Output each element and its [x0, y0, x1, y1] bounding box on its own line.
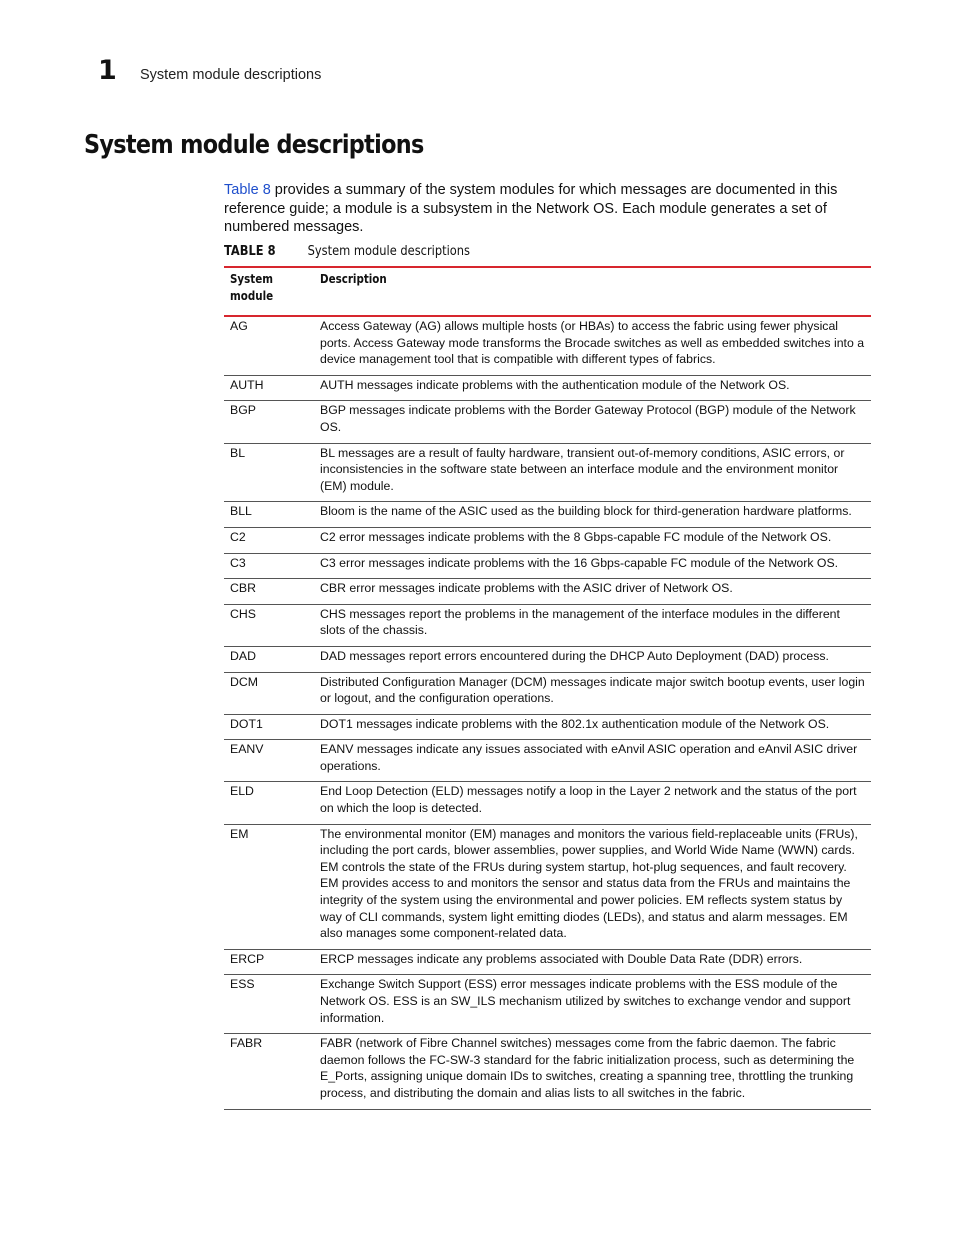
column-header-description: Description — [314, 267, 871, 316]
description-cell: FABR (network of Fibre Channel switches) messages come from the fabric daemon. The fabric daemon follows the FC-SW-3 standard for the fabric initialization process, such as determining the E_Ports, assigning unique domain IDs to switches, creating a spanning tree, throttling the trunking process, and distributing the domain and alias lists to all switches in the fabric. — [314, 1034, 871, 1109]
description-cell: C3 error messages indicate problems with the 16 Gbps-capable FC module of the Network OS. — [314, 553, 871, 579]
table-row — [224, 949, 871, 975]
system-module-table — [224, 266, 871, 1110]
table-row — [224, 375, 871, 401]
table-row — [224, 579, 871, 605]
intro-paragraph — [224, 181, 864, 237]
table-row — [224, 782, 871, 824]
description-cell: The environmental monitor (EM) manages and monitors the various field-replaceable units (FRUs), including the port cards, blower assemblies, power supplies, and World Wide Name (WWN) cards. EM controls the state of the FRUs during system startup, hot-plug sequences, and fault recovery. EM provides access to and monitors the sensor and status data from the FRUs and maintains the integrity of the system using the environmental and power policies. EM reflects system status by way of CLI commands, system light emitting diodes (LEDs), and status and alarm messages. EM also manages some component-related data. — [314, 824, 871, 949]
description-cell: CHS messages report the problems in the management of the interface modules in the different slots of the chassis. — [314, 604, 871, 646]
table-body — [224, 316, 871, 1109]
description-cell: EANV messages indicate any issues associated with eAnvil ASIC operation and eAnvil ASIC driver operations. — [314, 740, 871, 782]
table-row — [224, 646, 871, 672]
intro-text: provides a summary of the system modules for which messages are documented in this reference guide; a module is a subsystem in the Network OS. Each module generates a set of numbered messages. — [224, 182, 838, 235]
table-header-row — [224, 267, 871, 316]
module-cell: C2 — [224, 527, 314, 553]
module-cell: EM — [224, 824, 314, 949]
module-cell: ELD — [224, 782, 314, 824]
table-row — [224, 527, 871, 553]
module-cell: DOT1 — [224, 714, 314, 740]
description-cell: BGP messages indicate problems with the Border Gateway Protocol (BGP) module of the Network OS. — [314, 401, 871, 443]
table-row — [224, 604, 871, 646]
module-cell: CBR — [224, 579, 314, 605]
description-cell: BL messages are a result of faulty hardware, transient out-of-memory conditions, ASIC errors, or inconsistencies in the software state between an interface module and the environment monitor (EM) module. — [314, 443, 871, 502]
module-cell: FABR — [224, 1034, 314, 1109]
table-reference-link[interactable]: Table 8 — [224, 182, 271, 198]
table-row — [224, 824, 871, 949]
description-cell: CBR error messages indicate problems with the ASIC driver of Network OS. — [314, 579, 871, 605]
description-cell: Access Gateway (AG) allows multiple hosts (or HBAs) to access the fabric using fewer physical ports. Access Gateway mode transforms the Brocade switches as well as embedded switches into a device management tool that is compatible with different types of fabrics. — [314, 316, 871, 375]
table-row — [224, 714, 871, 740]
table-row — [224, 1034, 871, 1109]
table-row — [224, 740, 871, 782]
module-cell: AG — [224, 316, 314, 375]
module-cell: ESS — [224, 975, 314, 1034]
module-cell: CHS — [224, 604, 314, 646]
running-title: System module descriptions — [140, 67, 322, 83]
table-row — [224, 316, 871, 375]
description-cell: DAD messages report errors encountered during the DHCP Auto Deployment (DAD) process. — [314, 646, 871, 672]
table-row — [224, 502, 871, 528]
table-row — [224, 672, 871, 714]
description-cell: AUTH messages indicate problems with the authentication module of the Network OS. — [314, 375, 871, 401]
module-cell: BL — [224, 443, 314, 502]
table-row — [224, 553, 871, 579]
module-cell: EANV — [224, 740, 314, 782]
table-caption-title: System module descriptions — [307, 244, 470, 259]
module-cell: AUTH — [224, 375, 314, 401]
column-header-module: System module — [224, 267, 314, 316]
description-cell: Exchange Switch Support (ESS) error messages indicate problems with the ESS module of the Network OS. ESS is an SW_ILS mechanism utilized by switches to exchange vendor and support information. — [314, 975, 871, 1034]
module-cell: ERCP — [224, 949, 314, 975]
table-caption-label: TABLE 8 — [224, 244, 276, 259]
running-header — [98, 55, 321, 89]
description-cell: C2 error messages indicate problems with the 8 Gbps-capable FC module of the Network OS. — [314, 527, 871, 553]
page-title: System module descriptions — [84, 130, 424, 160]
module-cell: C3 — [224, 553, 314, 579]
description-cell: Distributed Configuration Manager (DCM) messages indicate major switch bootup events, user login or logout, and the configuration operations. — [314, 672, 871, 714]
table-row — [224, 401, 871, 443]
description-cell: Bloom is the name of the ASIC used as the building block for third-generation hardware platforms. — [314, 502, 871, 528]
module-cell: BGP — [224, 401, 314, 443]
module-cell: DCM — [224, 672, 314, 714]
table-row — [224, 975, 871, 1034]
table-row — [224, 443, 871, 502]
description-cell: DOT1 messages indicate problems with the 802.1x authentication module of the Network OS. — [314, 714, 871, 740]
chapter-number: 1 — [98, 55, 117, 86]
description-cell: End Loop Detection (ELD) messages notify a loop in the Layer 2 network and the status of the port on which the loop is detected. — [314, 782, 871, 824]
module-cell: DAD — [224, 646, 314, 672]
table-caption — [224, 244, 470, 259]
module-cell: BLL — [224, 502, 314, 528]
description-cell: ERCP messages indicate any problems associated with Double Data Rate (DDR) errors. — [314, 949, 871, 975]
